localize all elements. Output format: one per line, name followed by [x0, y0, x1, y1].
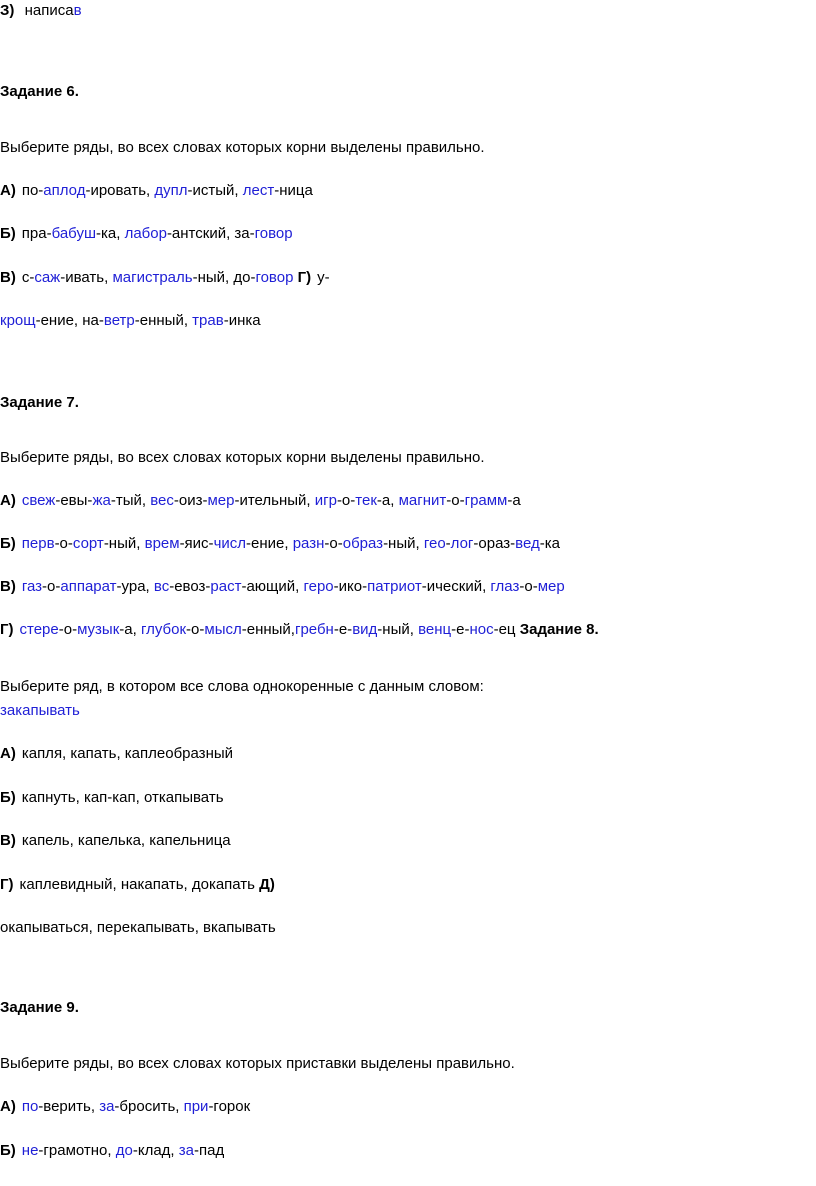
text: -а, [119, 621, 141, 638]
text: -яис- [179, 535, 214, 552]
text: -енный, [134, 312, 193, 329]
option-label: Г) [0, 621, 14, 638]
task8-instruction: Выберите ряд, в котором все слова однокоренные с данным словом: [0, 678, 484, 695]
root: патриот [367, 578, 422, 595]
text: -ница [274, 182, 313, 199]
root: мер [207, 492, 235, 509]
task7-option-v [0, 577, 565, 597]
task7-option-b [0, 534, 560, 554]
task8-option-a [0, 744, 233, 764]
root: вед [515, 535, 540, 552]
text: -инка [223, 312, 261, 329]
text: -ец [493, 621, 516, 638]
root: сорт [72, 535, 104, 552]
text: -истый, [187, 182, 243, 199]
task6-option-a [0, 181, 313, 201]
text: -о- [336, 492, 356, 509]
root: лог [450, 535, 474, 552]
text: -верить, [38, 1098, 100, 1115]
text: пра- [21, 225, 52, 242]
text: - [445, 535, 451, 552]
text: капель, капелька, капельница [21, 832, 231, 849]
root: числ [213, 535, 247, 552]
root: вс [153, 578, 170, 595]
option-label: Б) [0, 1142, 16, 1159]
text: -е- [451, 621, 470, 638]
task8-option-b [0, 788, 224, 808]
prefix: по [21, 1098, 39, 1115]
text: по- [21, 182, 44, 199]
root: саж [34, 269, 61, 286]
task8-option-d-cont: окапываться, перекапывать, вкапывать [0, 919, 276, 936]
root: музык [77, 621, 120, 638]
text: -ура, [116, 578, 154, 595]
text: каплевидный, накапать, докапать [19, 876, 255, 893]
text: -пад [194, 1142, 225, 1159]
option-label: В) [0, 269, 16, 286]
text: -о- [519, 578, 538, 595]
root: крощ [0, 312, 36, 329]
root: вид [352, 621, 378, 638]
option-label: А) [0, 182, 16, 199]
root: жа [92, 492, 111, 509]
text: -е- [333, 621, 353, 638]
task7-title: Задание 7. [0, 394, 79, 411]
root: трав [192, 312, 224, 329]
text: -ение, [246, 535, 293, 552]
task7-option-a [0, 491, 521, 511]
root: магнит [398, 492, 447, 509]
task6-instruction: Выберите ряды, во всех словах которых корни выделены правильно. [0, 139, 485, 156]
task8-option-v [0, 831, 231, 851]
task8-title: Задание 8. [519, 621, 599, 638]
text: у- [317, 269, 330, 286]
root: стере [19, 621, 59, 638]
text: -о- [446, 492, 465, 509]
task7-instruction: Выберите ряды, во всех словах которых корни выделены правильно. [0, 449, 485, 466]
text: -а [507, 492, 521, 509]
option-label: В) [0, 832, 16, 849]
text: -ка [539, 535, 560, 552]
root: венц [418, 621, 452, 638]
text: -о- [324, 535, 343, 552]
text: -ительный, [234, 492, 315, 509]
root: свеж [21, 492, 56, 509]
text: -ный, [377, 621, 419, 638]
root: нос [469, 621, 494, 638]
root: врем [144, 535, 180, 552]
root: перв [21, 535, 55, 552]
text: капнуть, кап-кап, откапывать [21, 789, 224, 806]
task7-option-g [0, 620, 599, 640]
task6-title: Задание 6. [0, 83, 79, 100]
root: мер [537, 578, 565, 595]
text: с- [21, 269, 35, 286]
root: игр [314, 492, 337, 509]
task9-option-a [0, 1097, 250, 1117]
text: -евы- [55, 492, 93, 509]
task9-option-b [0, 1141, 224, 1161]
root: глаз [490, 578, 520, 595]
task6-option-g-cont [0, 311, 261, 331]
prev-answer-line [0, 1, 82, 21]
root: магистраль [112, 269, 193, 286]
option-label: А) [0, 492, 16, 509]
text: -евоз- [169, 578, 211, 595]
root: грамм [464, 492, 508, 509]
root: ветр [103, 312, 135, 329]
option-label: Б) [0, 789, 16, 806]
text: -ный, [383, 535, 424, 552]
prefix: не [21, 1142, 39, 1159]
text: -ение, на- [35, 312, 104, 329]
option-label: А) [0, 745, 16, 762]
root: аплод [43, 182, 86, 199]
option-label: Г) [0, 876, 14, 893]
root: говор [254, 225, 293, 242]
root: образ [342, 535, 384, 552]
prefix: за [99, 1098, 115, 1115]
task9-title: Задание 9. [0, 999, 79, 1016]
root: лест [242, 182, 275, 199]
task8-option-g [0, 875, 275, 895]
text: -енный, [241, 621, 295, 638]
text: -о- [54, 535, 73, 552]
text: -ировать, [85, 182, 155, 199]
text: -ка, [95, 225, 125, 242]
option-label: Д) [259, 876, 275, 893]
root: геро [303, 578, 334, 595]
prefix: до [115, 1142, 133, 1159]
text: -ический, [421, 578, 491, 595]
text: -антский, за- [166, 225, 255, 242]
text: -а, [376, 492, 399, 509]
text: -о- [186, 621, 205, 638]
option-label: Б) [0, 535, 16, 552]
root: тек [355, 492, 377, 509]
root: аппарат [60, 578, 117, 595]
text: -ный, [103, 535, 145, 552]
root: разн [292, 535, 325, 552]
text: -ивать, [60, 269, 113, 286]
root: бабуш [51, 225, 96, 242]
option-label: Г) [297, 269, 312, 286]
text: -горок [208, 1098, 251, 1115]
task6-option-b [0, 224, 293, 244]
text: -ающий, [241, 578, 304, 595]
prefix: при [183, 1098, 209, 1115]
text: -бросить, [114, 1098, 184, 1115]
highlight: в [73, 2, 82, 19]
text: -клад, [132, 1142, 179, 1159]
text: капля, капать, каплеобразный [21, 745, 234, 762]
text: -ораз- [473, 535, 516, 552]
text: написа [24, 2, 74, 19]
option-label: З) [0, 2, 15, 19]
root: газ [21, 578, 43, 595]
root: вес [150, 492, 174, 509]
root: мысл [204, 621, 242, 638]
text: -тый, [110, 492, 151, 509]
text: -о- [58, 621, 78, 638]
option-label: В) [0, 578, 16, 595]
root: гео [423, 535, 446, 552]
root: дупл [154, 182, 188, 199]
task9-instruction: Выберите ряды, во всех словах которых приставки выделены правильно. [0, 1055, 515, 1072]
root: лабор [124, 225, 167, 242]
option-label: Б) [0, 225, 16, 242]
root: глубок [140, 621, 187, 638]
text: -о- [42, 578, 61, 595]
text: -ный, до- [192, 269, 256, 286]
option-label: А) [0, 1098, 16, 1115]
task6-option-v [0, 268, 330, 288]
root: раст [210, 578, 242, 595]
text: -оиз- [173, 492, 208, 509]
task8-word: закапывать [0, 702, 80, 719]
text: -грамотно, [38, 1142, 116, 1159]
root: гребн [294, 621, 334, 638]
prefix: за [178, 1142, 194, 1159]
text: -ико- [333, 578, 368, 595]
root: говор [255, 269, 294, 286]
